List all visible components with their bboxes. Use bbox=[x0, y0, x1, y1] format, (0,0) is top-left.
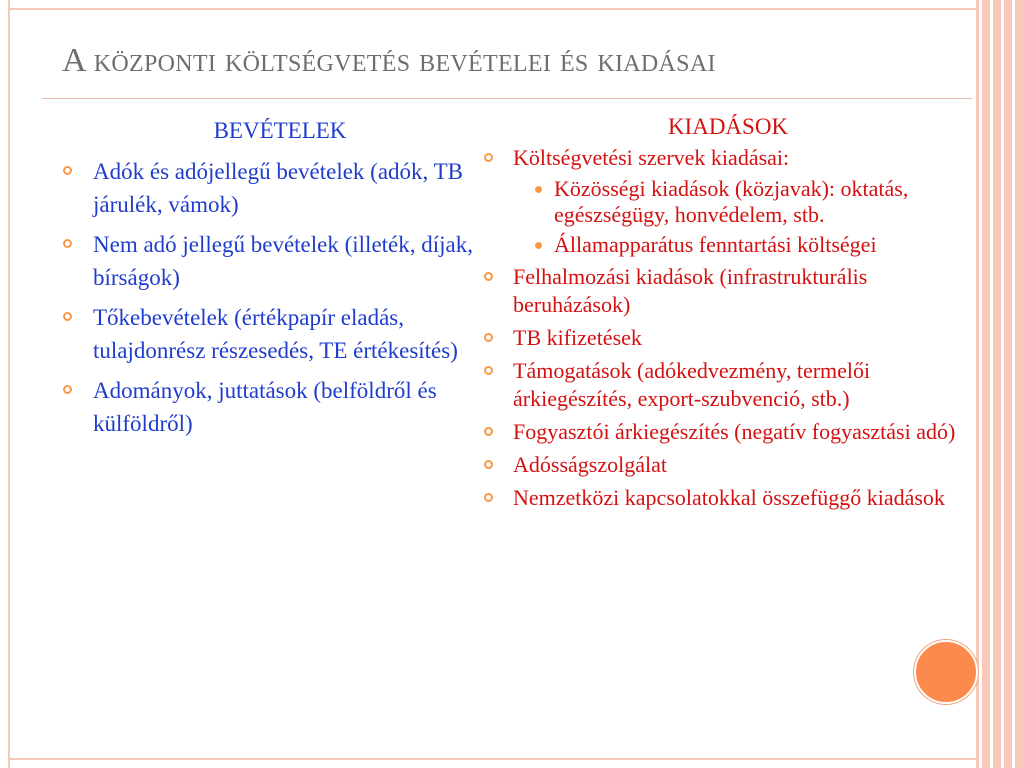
expense-item-text: Nemzetközi kapcsolatokkal összefüggő kiadások bbox=[513, 485, 945, 510]
income-column bbox=[60, 114, 492, 440]
orange-ring-bullet-icon bbox=[484, 427, 493, 436]
expense-item-text: Fogyasztói árkiegészítés (negatív fogyasztási adó) bbox=[513, 419, 956, 444]
expense-subitem-text: Államapparátus fenntartási költségei bbox=[554, 232, 877, 257]
income-item-text: Nem adó jellegű bevételek (illeték, díjak, bírságok) bbox=[93, 232, 473, 290]
income-item bbox=[60, 155, 492, 221]
frame-bottom-line bbox=[8, 758, 976, 760]
expense-item-text: TB kifizetések bbox=[513, 325, 642, 350]
expense-item-text: Költségvetési szervek kiadásai: bbox=[513, 145, 790, 170]
right-stripe-decoration bbox=[976, 0, 1024, 768]
orange-ring-bullet-icon bbox=[484, 366, 493, 375]
income-item-text: Tőkebevételek (értékpapír eladás, tulajdonrész részesedés, TE értékesítés) bbox=[93, 305, 458, 363]
expense-item bbox=[482, 324, 974, 352]
expense-subitem bbox=[513, 176, 974, 228]
expense-heading: KIADÁSOK bbox=[667, 114, 789, 139]
income-heading: BEVÉTELEK bbox=[213, 118, 347, 143]
income-item bbox=[60, 374, 492, 440]
title-divider bbox=[42, 98, 972, 99]
expense-item bbox=[482, 263, 974, 319]
expense-item bbox=[482, 484, 974, 512]
slide-title: A központi költségvetés bevételei és kiadásai bbox=[62, 42, 716, 79]
income-item-text: Adományok, juttatások (belföldről és külföldről) bbox=[93, 378, 437, 436]
orange-ring-bullet-icon bbox=[63, 385, 72, 394]
orange-ring-bullet-icon bbox=[484, 272, 493, 281]
orange-ring-bullet-icon bbox=[484, 493, 493, 502]
orange-dot-bullet-icon bbox=[535, 186, 542, 193]
expense-item bbox=[482, 357, 974, 413]
income-list bbox=[60, 155, 492, 440]
expense-list bbox=[482, 144, 974, 512]
orange-circle-decoration bbox=[914, 640, 978, 704]
expense-column bbox=[482, 110, 974, 512]
orange-ring-bullet-icon bbox=[484, 460, 493, 469]
frame-left-line bbox=[8, 0, 10, 768]
expense-item-text: Adósságszolgálat bbox=[513, 452, 667, 477]
orange-ring-bullet-icon bbox=[63, 312, 72, 321]
orange-ring-bullet-icon bbox=[484, 333, 493, 342]
income-item-text: Adók és adójellegű bevételek (adók, TB járulék, vámok) bbox=[93, 159, 464, 217]
orange-dot-bullet-icon bbox=[535, 242, 542, 249]
expense-subitem-text: Közösségi kiadások (közjavak): oktatás, egészségügy, honvédelem, stb. bbox=[554, 176, 909, 227]
orange-ring-bullet-icon bbox=[63, 239, 72, 248]
expense-sublist bbox=[513, 176, 974, 258]
frame-top-line bbox=[8, 8, 976, 10]
income-item bbox=[60, 301, 492, 367]
expense-item bbox=[482, 144, 974, 258]
expense-item-text: Felhalmozási kiadások (infrastrukturális beruházások) bbox=[513, 264, 868, 317]
orange-ring-bullet-icon bbox=[63, 166, 72, 175]
income-item bbox=[60, 228, 492, 294]
orange-ring-bullet-icon bbox=[484, 153, 493, 162]
expense-item-text: Támogatások (adókedvezmény, termelői árkiegészítés, export-szubvenció, stb.) bbox=[513, 358, 871, 411]
expense-subitem bbox=[513, 232, 974, 258]
expense-item bbox=[482, 418, 974, 446]
expense-item bbox=[482, 451, 974, 479]
